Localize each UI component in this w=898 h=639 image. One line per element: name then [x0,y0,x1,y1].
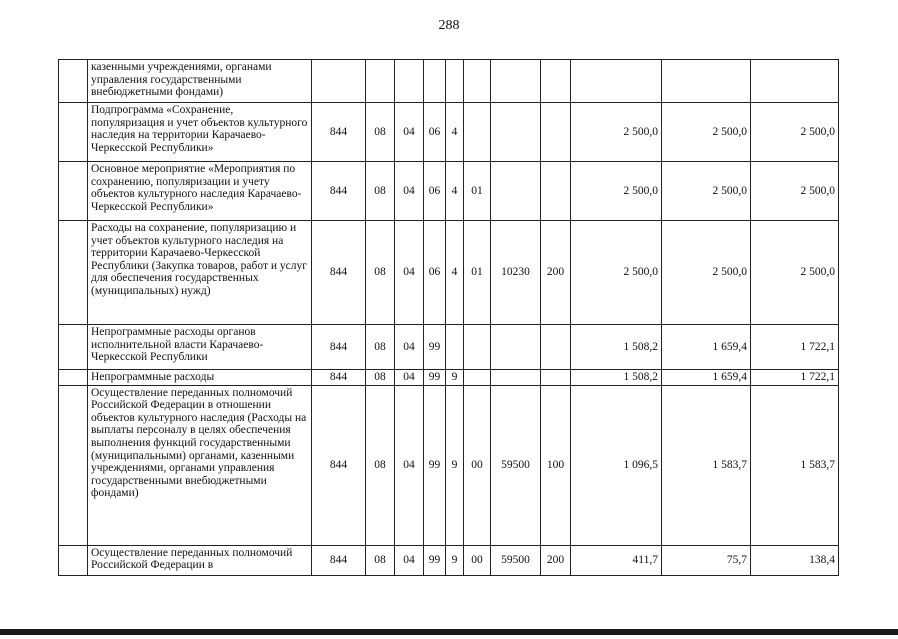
expense-name: казенными учреждениями, органами управления государственными внебюджетными фондами) [88,60,312,103]
expense-name: Подпрограмма «Сохранение, популяризация и учет объектов культурного наследия на территории Карачаево-Черкесской Республики» [88,103,312,162]
section-code: 08 [366,385,395,545]
amount-year-1: 411,7 [571,545,662,575]
ministry-code: 844 [312,545,366,575]
expense-name: Непрограммные расходы органов исполнительной власти Карачаево-Черкесской Республики [88,325,312,370]
subprogram-code: 4 [446,162,464,221]
empty-cell [59,60,88,103]
expense-name: Непрограммные расходы [88,370,312,386]
section-code: 08 [366,325,395,370]
table-row [59,221,839,325]
amount-year-2: 2 500,0 [662,103,751,162]
amount-year-3: 2 500,0 [751,103,839,162]
amount-year-2: 1 659,4 [662,325,751,370]
direction-code: 59500 [491,385,541,545]
amount-year-3 [751,60,839,103]
amount-year-1: 2 500,0 [571,162,662,221]
expense-name: Осуществление переданных полномочий Российской Федерации в отношении объектов культурного наследия (Расходы на выплаты персоналу в целях обеспечения выполнения функций государственными (муниципальными) органами, казенными учреждениями, органами управления государственными внебюджетными фондами) [88,385,312,545]
expense-type-code [541,103,571,162]
amount-year-2: 2 500,0 [662,162,751,221]
amount-year-1: 1 096,5 [571,385,662,545]
activity-code [464,325,491,370]
program-code: 06 [424,103,446,162]
expense-name: Расходы на сохранение, популяризацию и учет объектов культурного наследия на территории Карачаево-Черкесской Республики (Закупка товаров, работ и услуг для обеспечения государственных (муниципальных) нужд) [88,221,312,325]
ministry-code [312,60,366,103]
table-row [59,325,839,370]
subprogram-code [446,60,464,103]
amount-year-3: 1 583,7 [751,385,839,545]
program-code: 06 [424,162,446,221]
amount-year-1: 1 508,2 [571,370,662,386]
direction-code [491,370,541,386]
table-row [59,545,839,575]
activity-code [464,370,491,386]
expense-type-code: 200 [541,545,571,575]
subsection-code: 04 [395,103,424,162]
amount-year-3: 2 500,0 [751,162,839,221]
subsection-code: 04 [395,221,424,325]
subprogram-code [446,325,464,370]
program-code: 06 [424,221,446,325]
amount-year-3: 1 722,1 [751,325,839,370]
subprogram-code: 4 [446,103,464,162]
program-code [424,60,446,103]
ministry-code: 844 [312,103,366,162]
subsection-code: 04 [395,545,424,575]
expense-type-code [541,325,571,370]
amount-year-3: 138,4 [751,545,839,575]
empty-cell [59,385,88,545]
ministry-code: 844 [312,370,366,386]
expense-name: Основное мероприятие «Мероприятия по сохранению, популяризации и учету объектов культурного наследия Карачаево-Черкесской Республики» [88,162,312,221]
section-code: 08 [366,370,395,386]
subsection-code: 04 [395,370,424,386]
empty-cell [59,370,88,386]
table-row [59,385,839,545]
empty-cell [59,103,88,162]
subsection-code: 04 [395,162,424,221]
subprogram-code: 4 [446,221,464,325]
expense-type-code [541,60,571,103]
ministry-code: 844 [312,162,366,221]
section-code [366,60,395,103]
direction-code [491,325,541,370]
table-row [59,60,839,103]
page-number: 288 [438,18,460,33]
expense-type-code: 200 [541,221,571,325]
empty-cell [59,325,88,370]
amount-year-3: 2 500,0 [751,221,839,325]
scan-edge-bar [0,629,898,635]
ministry-code: 844 [312,385,366,545]
direction-code: 10230 [491,221,541,325]
program-code: 99 [424,370,446,386]
program-code: 99 [424,325,446,370]
ministry-code: 844 [312,325,366,370]
section-code: 08 [366,162,395,221]
subsection-code: 04 [395,325,424,370]
amount-year-2 [662,60,751,103]
subsection-code: 04 [395,385,424,545]
direction-code [491,162,541,221]
amount-year-2: 1 583,7 [662,385,751,545]
ministry-code: 844 [312,221,366,325]
subprogram-code: 9 [446,545,464,575]
amount-year-2: 2 500,0 [662,221,751,325]
expense-name: Осуществление переданных полномочий Российской Федерации в [88,545,312,575]
amount-year-2: 1 659,4 [662,370,751,386]
section-code: 08 [366,221,395,325]
program-code: 99 [424,545,446,575]
amount-year-2: 75,7 [662,545,751,575]
activity-code [464,60,491,103]
activity-code: 00 [464,385,491,545]
expense-type-code [541,162,571,221]
direction-code [491,60,541,103]
activity-code: 01 [464,162,491,221]
empty-cell [59,545,88,575]
program-code: 99 [424,385,446,545]
subprogram-code: 9 [446,385,464,545]
amount-year-1 [571,60,662,103]
subsection-code [395,60,424,103]
table-row [59,162,839,221]
table-row [59,370,839,386]
empty-cell [59,162,88,221]
table-row [59,103,839,162]
amount-year-1: 1 508,2 [571,325,662,370]
section-code: 08 [366,103,395,162]
direction-code [491,103,541,162]
empty-cell [59,221,88,325]
activity-code: 00 [464,545,491,575]
subprogram-code: 9 [446,370,464,386]
activity-code [464,103,491,162]
section-code: 08 [366,545,395,575]
budget-table [58,59,839,576]
direction-code: 59500 [491,545,541,575]
expense-type-code: 100 [541,385,571,545]
expense-type-code [541,370,571,386]
activity-code: 01 [464,221,491,325]
amount-year-1: 2 500,0 [571,103,662,162]
amount-year-3: 1 722,1 [751,370,839,386]
amount-year-1: 2 500,0 [571,221,662,325]
